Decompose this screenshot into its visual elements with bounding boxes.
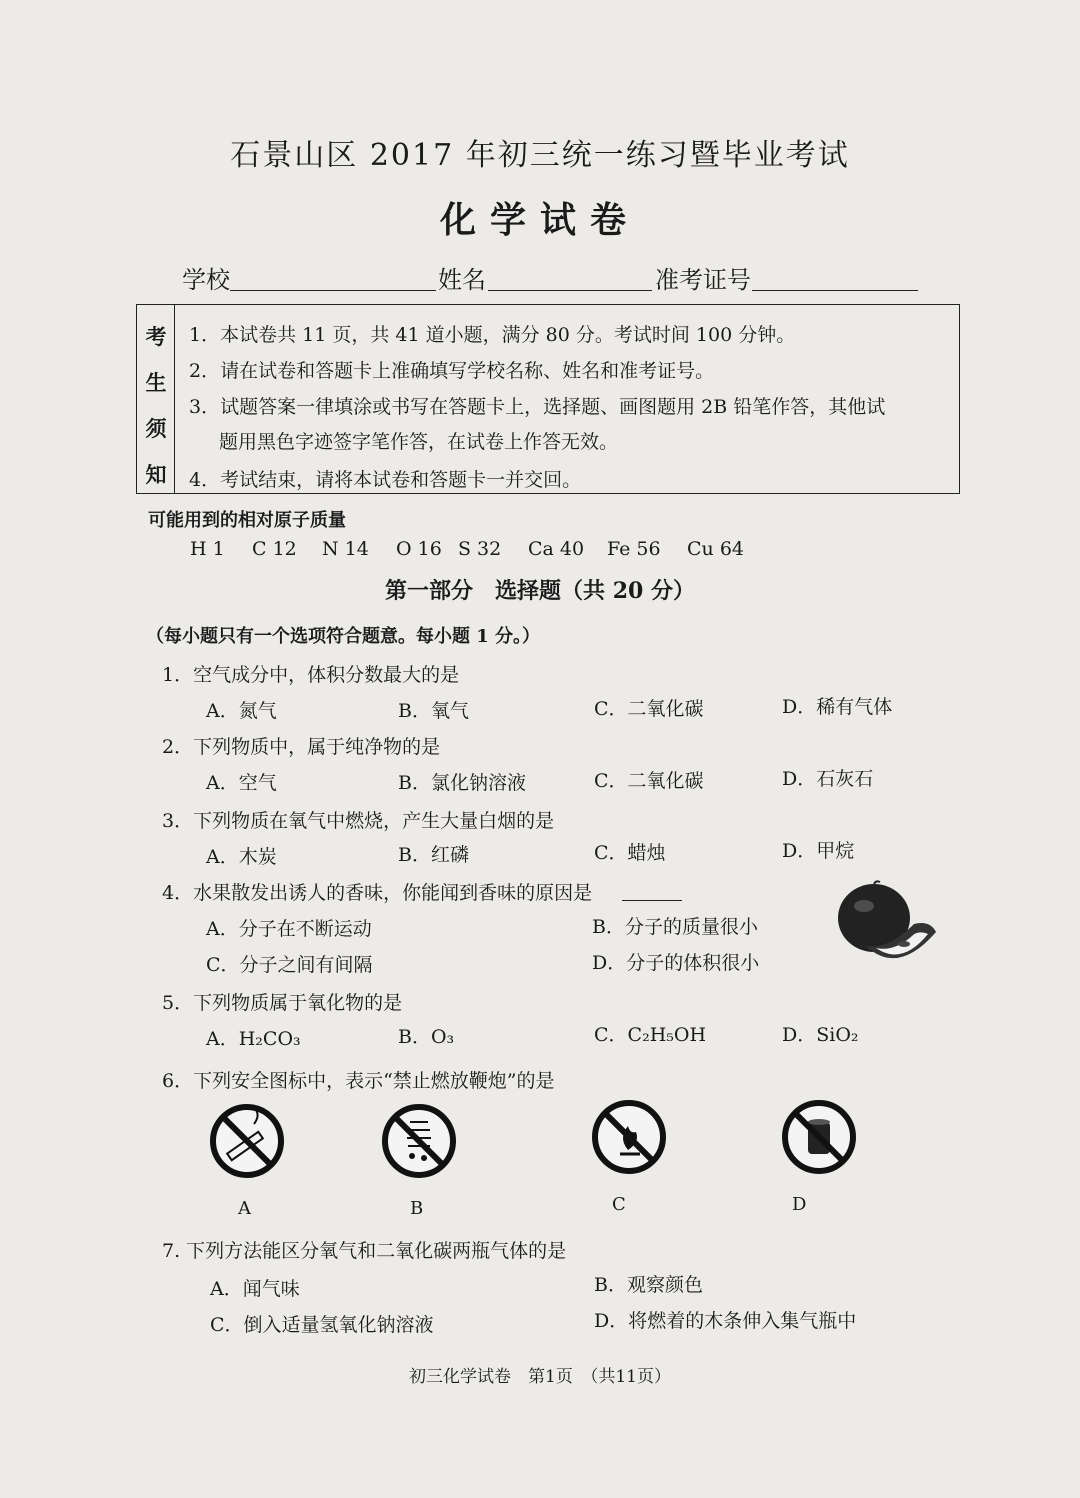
option[interactable]: B．观察颜色: [594, 1274, 703, 1296]
apple-icon: [818, 880, 948, 980]
atomic-mass-value: Ca 40: [528, 538, 585, 560]
option[interactable]: C．二氧化碳: [594, 698, 704, 720]
notice-item: 3．试题答案一律填涂或书写在答题卡上，选择题、画图题用 2B 铅笔作答，其他试: [189, 396, 886, 418]
page-footer: 初三化学试卷 第1页 （共11页）: [409, 1367, 671, 1387]
option[interactable]: C．二氧化碳: [594, 770, 704, 792]
question-stem: 4．水果散发出诱人的香味，你能闻到香味的原因是: [162, 882, 593, 904]
option[interactable]: D．稀有气体: [782, 696, 893, 718]
notice-item-continued: 题用黑色字迹签字笔作答，在试卷上作答无效。: [219, 431, 619, 453]
option[interactable]: A．氮气: [206, 700, 277, 722]
option[interactable]: B．O₃: [398, 1026, 455, 1048]
option[interactable]: D．分子的体积很小: [592, 952, 760, 974]
option[interactable]: D．将燃着的木条伸入集气瓶中: [594, 1310, 857, 1332]
question-stem: 5．下列物质属于氧化物的是: [162, 992, 403, 1014]
atomic-mass-value: C 12: [252, 538, 297, 560]
option[interactable]: B．分子的质量很小: [592, 916, 758, 938]
exam-title: 石景山区 2017 年初三统一练习暨毕业考试: [230, 138, 850, 173]
atomic-mass-value: H 1: [190, 538, 225, 560]
sign-label: A: [238, 1198, 251, 1219]
option[interactable]: B．氧气: [398, 700, 469, 722]
option[interactable]: B．氯化钠溶液: [398, 772, 526, 794]
notice-item: 1．本试卷共 11 页，共 41 道小题，满分 80 分。考试时间 100 分钟。: [189, 324, 796, 346]
sign-label: C: [612, 1194, 626, 1215]
section-title: 第一部分 选择题（共 20 分）: [385, 578, 695, 604]
notice-item: 4．考试结束，请将本试卷和答题卡一并交回。: [189, 469, 582, 491]
school-blank[interactable]: [230, 290, 436, 291]
question-stem: 2．下列物质中，属于纯净物的是: [162, 736, 441, 758]
question-stem: 7. 下列方法能区分氧气和二氧化碳两瓶气体的是: [162, 1240, 567, 1262]
exam-id-blank[interactable]: [752, 290, 918, 291]
option[interactable]: B．红磷: [398, 844, 469, 866]
answer-blank: [622, 900, 682, 901]
notice-char: 考: [145, 324, 167, 349]
option[interactable]: A．H₂CO₃: [206, 1028, 301, 1050]
atomic-mass-value: Cu 64: [687, 538, 744, 560]
no-flammable-materials-sign-icon[interactable]: [780, 1098, 858, 1176]
option[interactable]: C．分子之间有间隔: [206, 954, 373, 976]
sign-label: D: [792, 1194, 807, 1215]
exam-id-label: 准考证号: [655, 266, 751, 294]
option[interactable]: A．分子在不断运动: [206, 918, 372, 940]
notice-item: 2．请在试卷和答题卡上准确填写学校名称、姓名和准考证号。: [189, 360, 715, 382]
question-stem: 1．空气成分中，体积分数最大的是: [162, 664, 460, 686]
question-stem: 6．下列安全图标中，表示“禁止燃放鞭炮”的是: [162, 1070, 555, 1092]
no-fireworks-sign-icon[interactable]: [380, 1102, 458, 1180]
notice-char: 须: [145, 416, 167, 441]
sign-label: B: [410, 1198, 424, 1219]
name-label: 姓名: [438, 266, 486, 294]
notice-side-label: [137, 305, 175, 493]
option[interactable]: D．石灰石: [782, 768, 874, 790]
school-label: 学校: [182, 266, 230, 294]
option[interactable]: A．闻气味: [210, 1278, 300, 1300]
option[interactable]: A．木炭: [206, 846, 277, 868]
atomic-mass-heading: 可能用到的相对原子质量: [148, 510, 346, 531]
option[interactable]: D．SiO₂: [782, 1024, 859, 1046]
candidate-notice-box: [136, 304, 960, 494]
option[interactable]: A．空气: [206, 772, 277, 794]
question-stem: 3．下列物质在氧气中燃烧，产生大量白烟的是: [162, 810, 555, 832]
section-instruction: （每小题只有一个选项符合题意。每小题 1 分。）: [146, 626, 541, 647]
atomic-mass-value: S 32: [458, 538, 502, 560]
option[interactable]: C．C₂H₅OH: [594, 1024, 707, 1046]
option[interactable]: D．甲烷: [782, 840, 855, 862]
no-open-flame-sign-icon[interactable]: [590, 1098, 668, 1176]
notice-char: 知: [145, 462, 167, 487]
option[interactable]: C．倒入适量氢氧化钠溶液: [210, 1314, 434, 1336]
notice-char: 生: [145, 370, 167, 395]
option[interactable]: C．蜡烛: [594, 842, 666, 864]
atomic-mass-value: O 16: [396, 538, 442, 560]
no-smoking-sign-icon[interactable]: [208, 1102, 286, 1180]
name-blank[interactable]: [488, 290, 652, 291]
atomic-mass-value: Fe 56: [607, 538, 661, 560]
exam-subtitle: 化学试卷: [439, 199, 640, 241]
atomic-mass-value: N 14: [322, 538, 369, 560]
